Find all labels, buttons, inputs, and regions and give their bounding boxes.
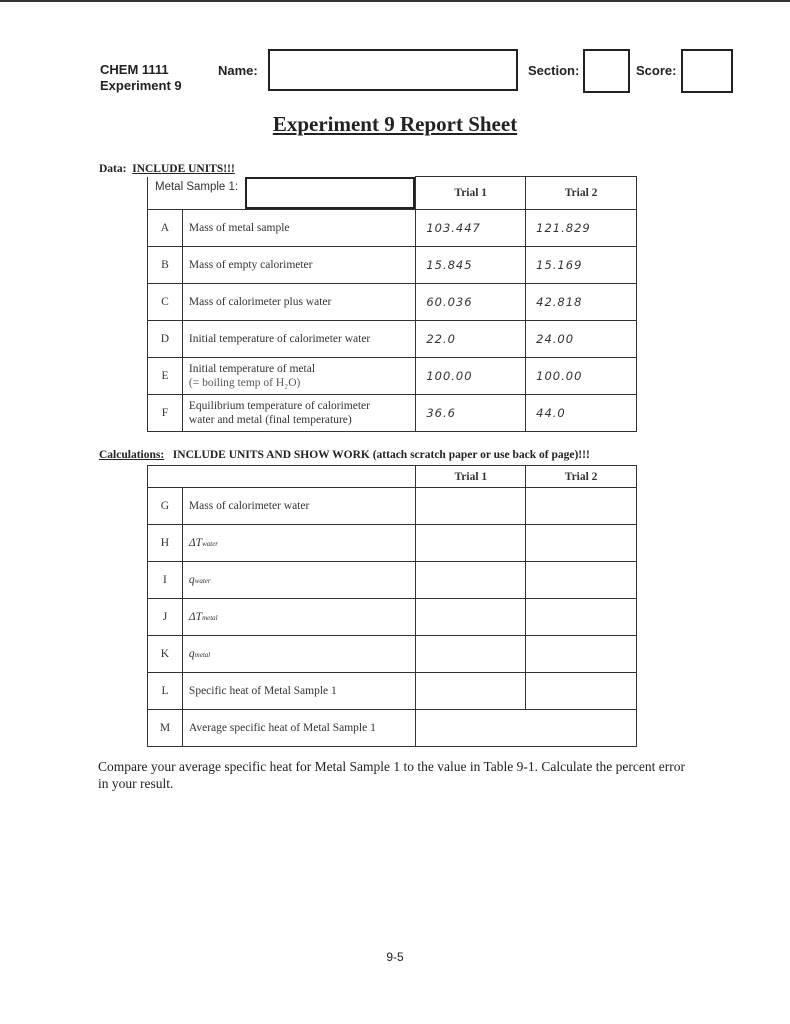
row-letter: K <box>148 636 183 673</box>
row-description-line1: Initial temperature of metal <box>188 363 316 375</box>
table-row <box>148 525 637 562</box>
metal-sample-input[interactable] <box>245 177 415 209</box>
trial2-answer-cell[interactable] <box>526 599 637 636</box>
score-label: Score: <box>636 63 677 78</box>
table-row <box>148 710 637 747</box>
trial1-answer-cell[interactable] <box>416 562 526 599</box>
table-row <box>148 636 637 673</box>
calc-header-blank <box>148 466 416 488</box>
course-code: CHEM 1111 <box>100 62 169 77</box>
trial1-value[interactable]: 22.0 <box>416 321 526 358</box>
row-letter: B <box>148 247 183 284</box>
trial1-value[interactable]: 36.6 <box>416 395 526 432</box>
symbol: ΔT <box>188 536 203 549</box>
trial2-value[interactable]: 15.169 <box>526 247 637 284</box>
average-answer-cell[interactable] <box>416 710 637 747</box>
row-description-line2: water and metal (final temperature) <box>188 414 352 426</box>
table-row <box>148 395 637 432</box>
trial2-value[interactable]: 121.829 <box>526 210 637 247</box>
calc-table <box>147 465 637 747</box>
row-letter: F <box>148 395 183 432</box>
row-description: Mass of empty calorimeter <box>182 247 415 284</box>
trial2-answer-cell[interactable] <box>526 673 637 710</box>
trial1-answer-cell[interactable] <box>416 525 526 562</box>
row-letter: L <box>148 673 183 710</box>
trial1-value[interactable]: 60.036 <box>416 284 526 321</box>
symbol: ΔT <box>188 610 203 623</box>
row-letter: I <box>148 562 183 599</box>
compare-instructions: Compare your average specific heat for Metal Sample 1 to the value in Table 9-1. Calculate the percent error in your result. <box>98 759 685 791</box>
trial2-value[interactable]: 24.00 <box>526 321 637 358</box>
name-label: Name: <box>218 63 258 78</box>
row-description: Mass of calorimeter plus water <box>182 284 415 321</box>
table-row <box>148 284 637 321</box>
trial1-answer-cell[interactable] <box>416 673 526 710</box>
row-description: Average specific heat of Metal Sample 1 <box>182 710 416 747</box>
symbol: q <box>188 647 195 660</box>
row-description: Mass of metal sample <box>182 210 415 247</box>
row-description <box>182 636 416 673</box>
data-table-header-row <box>148 177 637 210</box>
calc-trial2-header: Trial 2 <box>526 466 637 488</box>
trial1-value[interactable]: 15.845 <box>416 247 526 284</box>
trial1-value[interactable]: 100.00 <box>416 358 526 395</box>
row-description <box>182 562 416 599</box>
row-letter: H <box>148 525 183 562</box>
data-trial1-header: Trial 1 <box>416 177 526 210</box>
row-letter: J <box>148 599 183 636</box>
symbol-subscript: water <box>202 539 219 548</box>
row-letter: G <box>148 488 183 525</box>
calc-instruction: INCLUDE UNITS AND SHOW WORK (attach scratch paper or use back of page)!!! <box>172 449 590 461</box>
symbol-subscript: metal <box>202 613 218 622</box>
trial2-answer-cell[interactable] <box>526 525 637 562</box>
row-description <box>182 358 415 395</box>
data-trial2-header: Trial 2 <box>526 177 637 210</box>
row-description-line2: (= boiling temp of H₂O) <box>188 377 301 389</box>
trial2-value[interactable]: 42.818 <box>526 284 637 321</box>
name-field[interactable] <box>268 49 518 91</box>
row-description-line1: Equilibrium temperature of calorimeter <box>188 400 370 412</box>
calc-table-header-row <box>148 466 637 488</box>
metal-sample-label: Metal Sample 1: <box>155 180 239 193</box>
symbol-subscript: metal <box>194 650 211 659</box>
row-description: Initial temperature of calorimeter water <box>182 321 415 358</box>
score-field[interactable] <box>681 49 733 93</box>
metal-sample-cell <box>148 177 416 210</box>
trial1-value[interactable]: 103.447 <box>416 210 526 247</box>
trial1-answer-cell[interactable] <box>416 636 526 673</box>
row-description <box>182 395 415 432</box>
table-row <box>148 321 637 358</box>
section-label: Section: <box>528 63 580 78</box>
symbol-subscript: water <box>194 576 211 585</box>
table-row <box>148 247 637 284</box>
top-border-line <box>0 0 790 2</box>
table-row <box>148 562 637 599</box>
calc-heading <box>99 449 590 461</box>
experiment-label: Experiment 9 <box>100 78 182 93</box>
calc-trial1-header: Trial 1 <box>416 466 526 488</box>
data-heading-label: Data: <box>99 163 127 175</box>
trial1-answer-cell[interactable] <box>416 599 526 636</box>
row-description <box>182 525 416 562</box>
row-letter: A <box>148 210 183 247</box>
data-heading <box>99 163 235 175</box>
symbol: q <box>188 573 195 586</box>
table-row <box>148 210 637 247</box>
trial2-value[interactable]: 100.00 <box>526 358 637 395</box>
table-row <box>148 673 637 710</box>
page-number: 9-5 <box>386 950 404 964</box>
trial2-value[interactable]: 44.0 <box>526 395 637 432</box>
row-letter: M <box>148 710 183 747</box>
trial2-answer-cell[interactable] <box>526 488 637 525</box>
trial1-answer-cell[interactable] <box>416 488 526 525</box>
trial2-answer-cell[interactable] <box>526 562 637 599</box>
data-instruction: INCLUDE UNITS!!! <box>132 163 235 175</box>
row-letter: E <box>148 358 183 395</box>
data-table <box>147 176 637 432</box>
table-row <box>148 358 637 395</box>
row-description: Mass of calorimeter water <box>182 488 416 525</box>
calc-heading-label: Calculations: <box>99 449 165 461</box>
row-letter: C <box>148 284 183 321</box>
table-row <box>148 599 637 636</box>
trial2-answer-cell[interactable] <box>526 636 637 673</box>
section-field[interactable] <box>583 49 630 93</box>
table-row <box>148 488 637 525</box>
row-description: Specific heat of Metal Sample 1 <box>182 673 416 710</box>
row-letter: D <box>148 321 183 358</box>
page-title: Experiment 9 Report Sheet <box>272 112 518 136</box>
row-description <box>182 599 416 636</box>
